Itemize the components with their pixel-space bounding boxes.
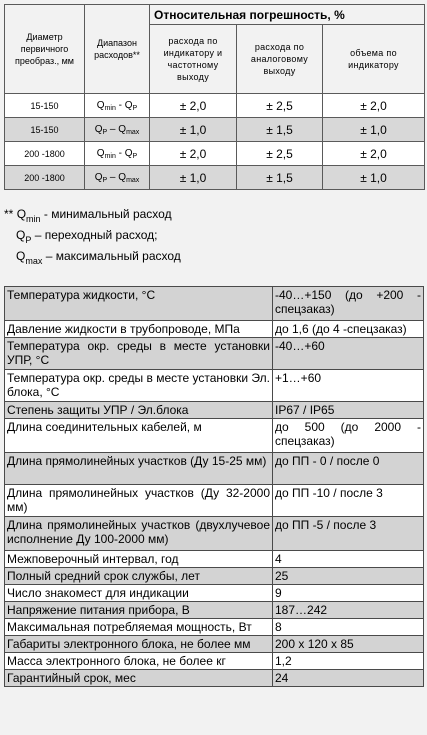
error-cell: ± 1,0	[150, 118, 237, 142]
error-group-header: Относительная погрешность, %	[150, 5, 425, 25]
spec-param: Давление жидкости в трубопроводе, МПа	[5, 321, 273, 338]
spec-row	[5, 419, 424, 453]
spec-value: 187…242	[273, 602, 424, 619]
spec-value: до 1,6 (до 4 -спецзаказ)	[273, 321, 424, 338]
accuracy-row	[5, 166, 425, 190]
diameter-cell: 200 -1800	[5, 142, 85, 166]
diameter-cell: 15-150	[5, 118, 85, 142]
error-cell: ± 1,5	[237, 118, 323, 142]
spec-param: Температура жидкости, °С	[5, 287, 273, 321]
error-cell: ± 1,0	[323, 118, 425, 142]
spec-value: IP67 / IP65	[273, 402, 424, 419]
spec-param: Масса электронного блока, не более кг	[5, 653, 273, 670]
spec-value: до ПП - 0 / после 0	[273, 453, 424, 485]
spec-param: Число знакомест для индикации	[5, 585, 273, 602]
spec-param: Температура окр. среды в месте установки УПР, °С	[5, 338, 273, 370]
spec-param: Полный средний срок службы, лет	[5, 568, 273, 585]
diameter-header: Диаметр первичного преобраз., мм	[5, 5, 85, 94]
spec-row	[5, 370, 424, 402]
spec-param: Длина прямолинейных участков (Ду 15-25 мм)	[5, 453, 273, 485]
subheader-volume: объема по индикатору	[323, 25, 425, 94]
range-cell: $Q_P - Q_{max}$	[85, 166, 150, 190]
note-qmin: ** $Q_{min}$ - минимальный расход	[4, 207, 172, 224]
spec-value: 25	[273, 568, 424, 585]
note-qp: $Q_P$ – переходный расход;	[16, 228, 158, 245]
spec-row	[5, 653, 424, 670]
spec-param: Степень защиты УПР / Эл.блока	[5, 402, 273, 419]
range-cell: $Q_P - Q_{max}$	[85, 118, 150, 142]
spec-param: Напряжение питания прибора, В	[5, 602, 273, 619]
flow-notes	[4, 206, 181, 269]
spec-param: Гарантийный срок, мес	[5, 670, 273, 687]
spec-row	[5, 568, 424, 585]
accuracy-table	[4, 4, 425, 190]
error-cell: ± 2,0	[150, 142, 237, 166]
error-cell: ± 1,5	[237, 166, 323, 190]
range-cell: $Q_{min} - Q_P$	[85, 94, 150, 118]
spec-param: Длина прямолинейных участков (двухлучевое исполнение Ду 100-2000 мм)	[5, 517, 273, 551]
spec-value: -40…+60	[273, 338, 424, 370]
spec-row	[5, 602, 424, 619]
error-cell: ± 2,5	[237, 94, 323, 118]
diameter-cell: 15-150	[5, 94, 85, 118]
spec-row	[5, 551, 424, 568]
spec-value: 24	[273, 670, 424, 687]
spec-row	[5, 453, 424, 485]
spec-value: 8	[273, 619, 424, 636]
error-cell: ± 2,5	[237, 142, 323, 166]
spec-row	[5, 636, 424, 653]
spec-row	[5, 585, 424, 602]
spec-value: +1…+60	[273, 370, 424, 402]
spec-value: 9	[273, 585, 424, 602]
spec-row	[5, 402, 424, 419]
error-cell: ± 1,0	[150, 166, 237, 190]
spec-value: -40…+150 (до +200 - спецзаказ)	[273, 287, 424, 321]
error-cell: ± 2,0	[323, 94, 425, 118]
spec-value: до ПП -5 / после 3	[273, 517, 424, 551]
spec-table	[4, 286, 424, 687]
accuracy-header-row	[5, 5, 425, 25]
spec-value: 4	[273, 551, 424, 568]
accuracy-row	[5, 94, 425, 118]
spec-value: 200 х 120 х 85	[273, 636, 424, 653]
spec-row	[5, 338, 424, 370]
spec-row	[5, 517, 424, 551]
range-header: Диапазон расходов**	[85, 5, 150, 94]
error-cell: ± 2,0	[150, 94, 237, 118]
spec-row	[5, 670, 424, 687]
spec-param: Габариты электронного блока, не более мм	[5, 636, 273, 653]
spec-param: Максимальная потребляемая мощность, Вт	[5, 619, 273, 636]
spec-row	[5, 619, 424, 636]
error-cell: ± 1,0	[323, 166, 425, 190]
spec-row	[5, 287, 424, 321]
spec-param: Температура окр. среды в месте установки Эл. блока, °С	[5, 370, 273, 402]
spec-value: до 500 (до 2000 - спецзаказ)	[273, 419, 424, 453]
spec-param: Длина прямолинейных участков (Ду 32-2000 мм)	[5, 485, 273, 517]
diameter-cell: 200 -1800	[5, 166, 85, 190]
spec-row	[5, 485, 424, 517]
note-qmax: $Q_{max}$ – максимальный расход	[16, 249, 181, 266]
subheader-indicator: расхода по индикатору и частотному выходу	[150, 25, 237, 94]
accuracy-row	[5, 118, 425, 142]
spec-param: Межповерочный интервал, год	[5, 551, 273, 568]
spec-row	[5, 321, 424, 338]
accuracy-row	[5, 142, 425, 166]
spec-param: Длина соединительных кабелей, м	[5, 419, 273, 453]
spec-value: до ПП -10 / после 3	[273, 485, 424, 517]
error-cell: ± 2,0	[323, 142, 425, 166]
range-cell: $Q_{min} - Q_P$	[85, 142, 150, 166]
subheader-analog: расхода по аналоговому выходу	[237, 25, 323, 94]
spec-value: 1,2	[273, 653, 424, 670]
